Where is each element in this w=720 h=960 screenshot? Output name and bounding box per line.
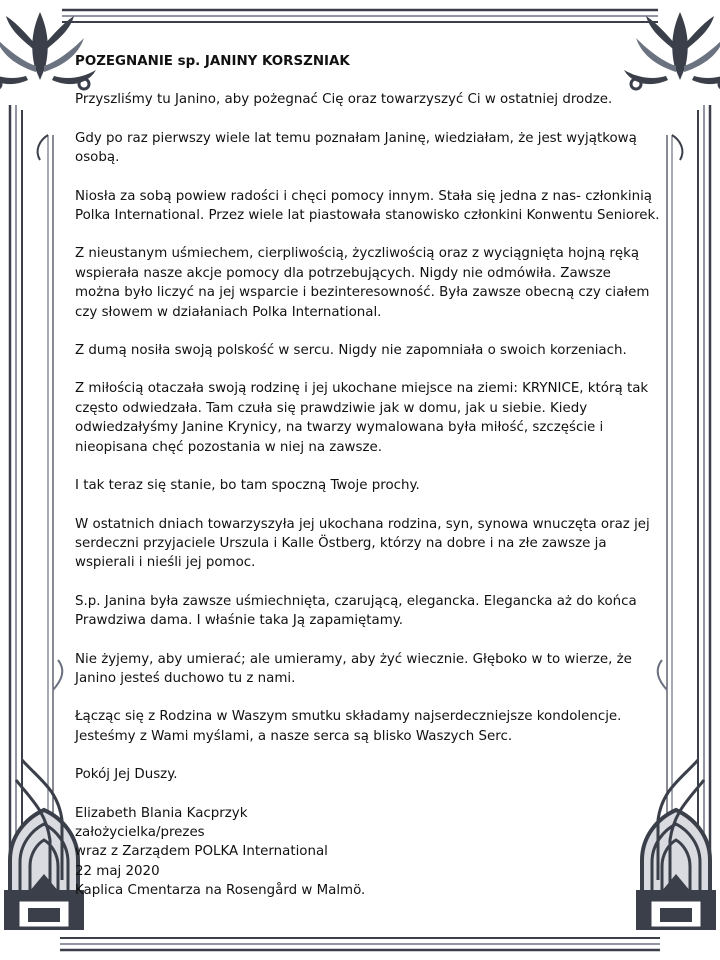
paragraph-5: Z dumą nosiła swoją polskość w sercu. Nigdy nie zapomniała o swoich korzeniach.	[75, 343, 627, 359]
paragraph-10: Nie żyjemy, aby umierać; ale umieramy, aby żyć wiecznie. Głęboko w to wierze, że Janino jesteś duchowo tu z nami.	[75, 651, 632, 686]
paragraph-2: Gdy po raz pierwszy wiele lat temu poznałam Janinę, wiedziałam, że jest wyjątkową osobą.	[75, 130, 637, 166]
paragraph-12: Pokój Jej Duszy.	[75, 767, 178, 783]
signature-block	[75, 804, 660, 901]
signature-date: 22 maj 2020	[75, 863, 160, 879]
document-body	[75, 52, 660, 901]
paragraph-6: Z miłością otaczała swoją rodzinę i jej ukochane miejsce na ziemi: KRYNICE, którą tak często odwiedzała. Tam czuła się prawdziwie jak w domu, jak u siebie. Kiedy odwiedzałyśmy Janine Krynicy, na twarzy wymalowana była miłość, szczęście i nieopisana chęć pozostania w niej na zawsze.	[75, 381, 649, 455]
signature-role: założycielka/prezes	[75, 824, 205, 840]
signature-organization: wraz z Zarządem POLKA International	[75, 844, 328, 860]
signature-place: Kaplica Cmentarza na Rosengård w Malmö.	[75, 883, 366, 899]
paragraph-9: S.p. Janina była zawsze uśmiechnięta, czarującą, elegancka. Elegancka aż do końca Prawdziwa dama. I właśnie taka Ją zapamiętamy.	[75, 593, 637, 629]
signature-name: Elizabeth Blania Kacprzyk	[75, 805, 248, 821]
paragraph-7: I tak teraz się stanie, bo tam spoczną Twoje prochy.	[75, 478, 420, 494]
paragraph-11: Łącząc się z Rodzina w Waszym smutku składamy najserdeczniejsze kondolencje. Jesteśmy z Wami myślami, a nasze serca są blisko Waszych Serc.	[75, 709, 622, 744]
paragraph-3: Niosła za sobą powiew radości i chęci pomocy innym. Stała się jedna z nas- członkinią Polka International. Przez wiele lat piastowała stanowisko członkini Konwentu Seniorek.	[75, 188, 660, 224]
paragraph-4: Z nieustanym uśmiechem, cierpliwością, życzliwością oraz z wyciągnięta hojną ręką wspierała nasze akcje pomocy dla potrzebujących. Nigdy nie odmówiła. Zawsze można było liczyć na jej wsparcie i bezinteresowność. Była zawsze obecną czy ciałem czy słowem w działaniach Polka International.	[75, 246, 650, 320]
paragraph-8: W ostatnich dniach towarzyszyła jej ukochana rodzina, syn, synowa wnuczęta oraz jej serdeczni przyjaciele Urszula i Kalle Östberg, którzy na dobre i na złe zawsze ja wspierali i nieśli jej pomoc.	[75, 516, 650, 571]
document-title: POZEGNANIE sp. JANINY KORSZNIAK	[75, 54, 350, 69]
paragraph-1: Przyszliśmy tu Janino, aby pożegnać Cię oraz towarzyszyć Ci w ostatniej drodze.	[75, 92, 613, 108]
